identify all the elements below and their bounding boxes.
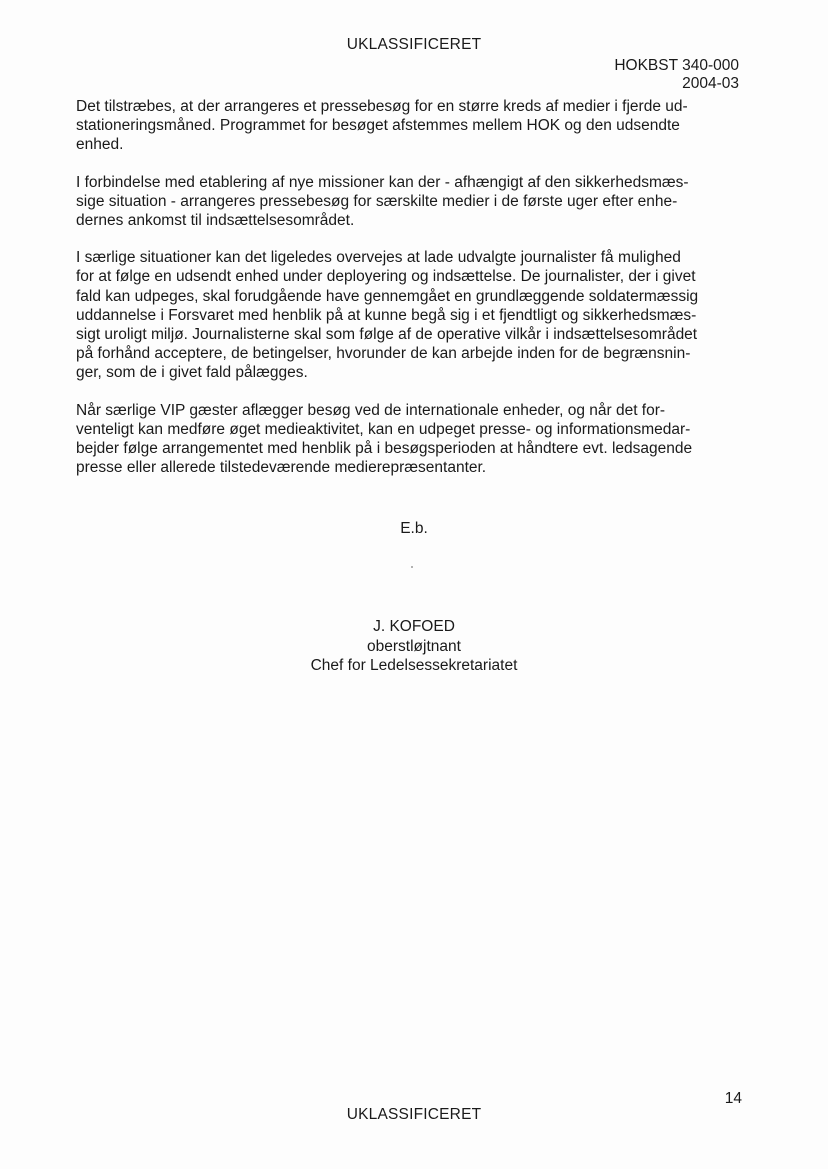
text-line: bejder følge arrangementet med henblik på i besøgsperioden at håndtere evt. ledsagende <box>76 440 693 458</box>
paragraph-3 <box>76 248 742 382</box>
text-line: Når særlige VIP gæster aflægger besøg ved de internationale enheder, og når det for- <box>76 401 666 419</box>
closing-eb: E.b. <box>400 520 428 537</box>
paragraph-2 <box>76 173 742 231</box>
paragraph-4 <box>76 401 742 478</box>
text-line: Det tilstræbes, at der arrangeres et pressebesøg for en større kreds af medier i fjerde ud- <box>76 98 688 115</box>
signature-block <box>0 617 828 676</box>
text-line: for at følge en udsendt enhed under deployering og indsættelse. De journalister, der i givet <box>76 268 696 286</box>
classification-header: UKLASSIFICERET <box>346 36 482 53</box>
scan-speck <box>411 566 413 568</box>
text-line: presse eller allerede tilstedeværende medierepræsentanter. <box>76 459 487 477</box>
document-body <box>76 97 742 495</box>
text-line: I forbindelse med etablering af nye missioner kan der - afhængigt af den sikkerhedsmæs- <box>76 173 689 191</box>
text-line: ger, som de i givet fald pålægges. <box>76 364 308 382</box>
document-date: 2004-03 <box>682 75 739 92</box>
signatory-name: J. KOFOED <box>373 618 455 635</box>
classification-footer: UKLASSIFICERET <box>346 1106 482 1123</box>
text-line: venteligt kan medføre øget medieaktivitet, kan en udpeget presse- og informationsmedar- <box>76 420 691 438</box>
paragraph-1 <box>76 97 742 155</box>
document-code: HOKBST 340-000 <box>614 57 739 74</box>
signatory-title: Chef for Ledelsessekretariatet <box>310 657 518 674</box>
text-line: sigt uroligt miljø. Journalisterne skal som følge af de operative vilkår i indsættelsesområdet <box>76 326 698 344</box>
text-line: på forhånd acceptere, de betingelser, hvorunder de kan arbejde inden for de begrænsnin- <box>76 345 691 363</box>
page-number: 14 <box>724 1090 742 1107</box>
text-line: stationeringsmåned. Programmet for besøget afstemmes mellem HOK og den udsendte <box>76 117 680 135</box>
signatory-rank: oberstløjtnant <box>367 637 461 655</box>
text-line: sige situation - arrangeres pressebesøg for særskilte medier i de første uger efter enhe- <box>76 192 678 210</box>
text-line: dernes ankomst til indsættelsesområdet. <box>76 212 355 230</box>
text-line: I særlige situationer kan det ligeledes overvejes at lade udvalgte journalister få mulighed <box>76 249 681 267</box>
text-line: uddannelse i Forsvaret med henblik på at kunne begå sig i et fjendtligt og sikkerhedsmæs- <box>76 306 697 324</box>
text-line: fald kan udpeges, skal forudgående have gennemgået en grundlæggende soldatermæssig <box>76 287 699 305</box>
text-line: enhed. <box>76 136 124 154</box>
